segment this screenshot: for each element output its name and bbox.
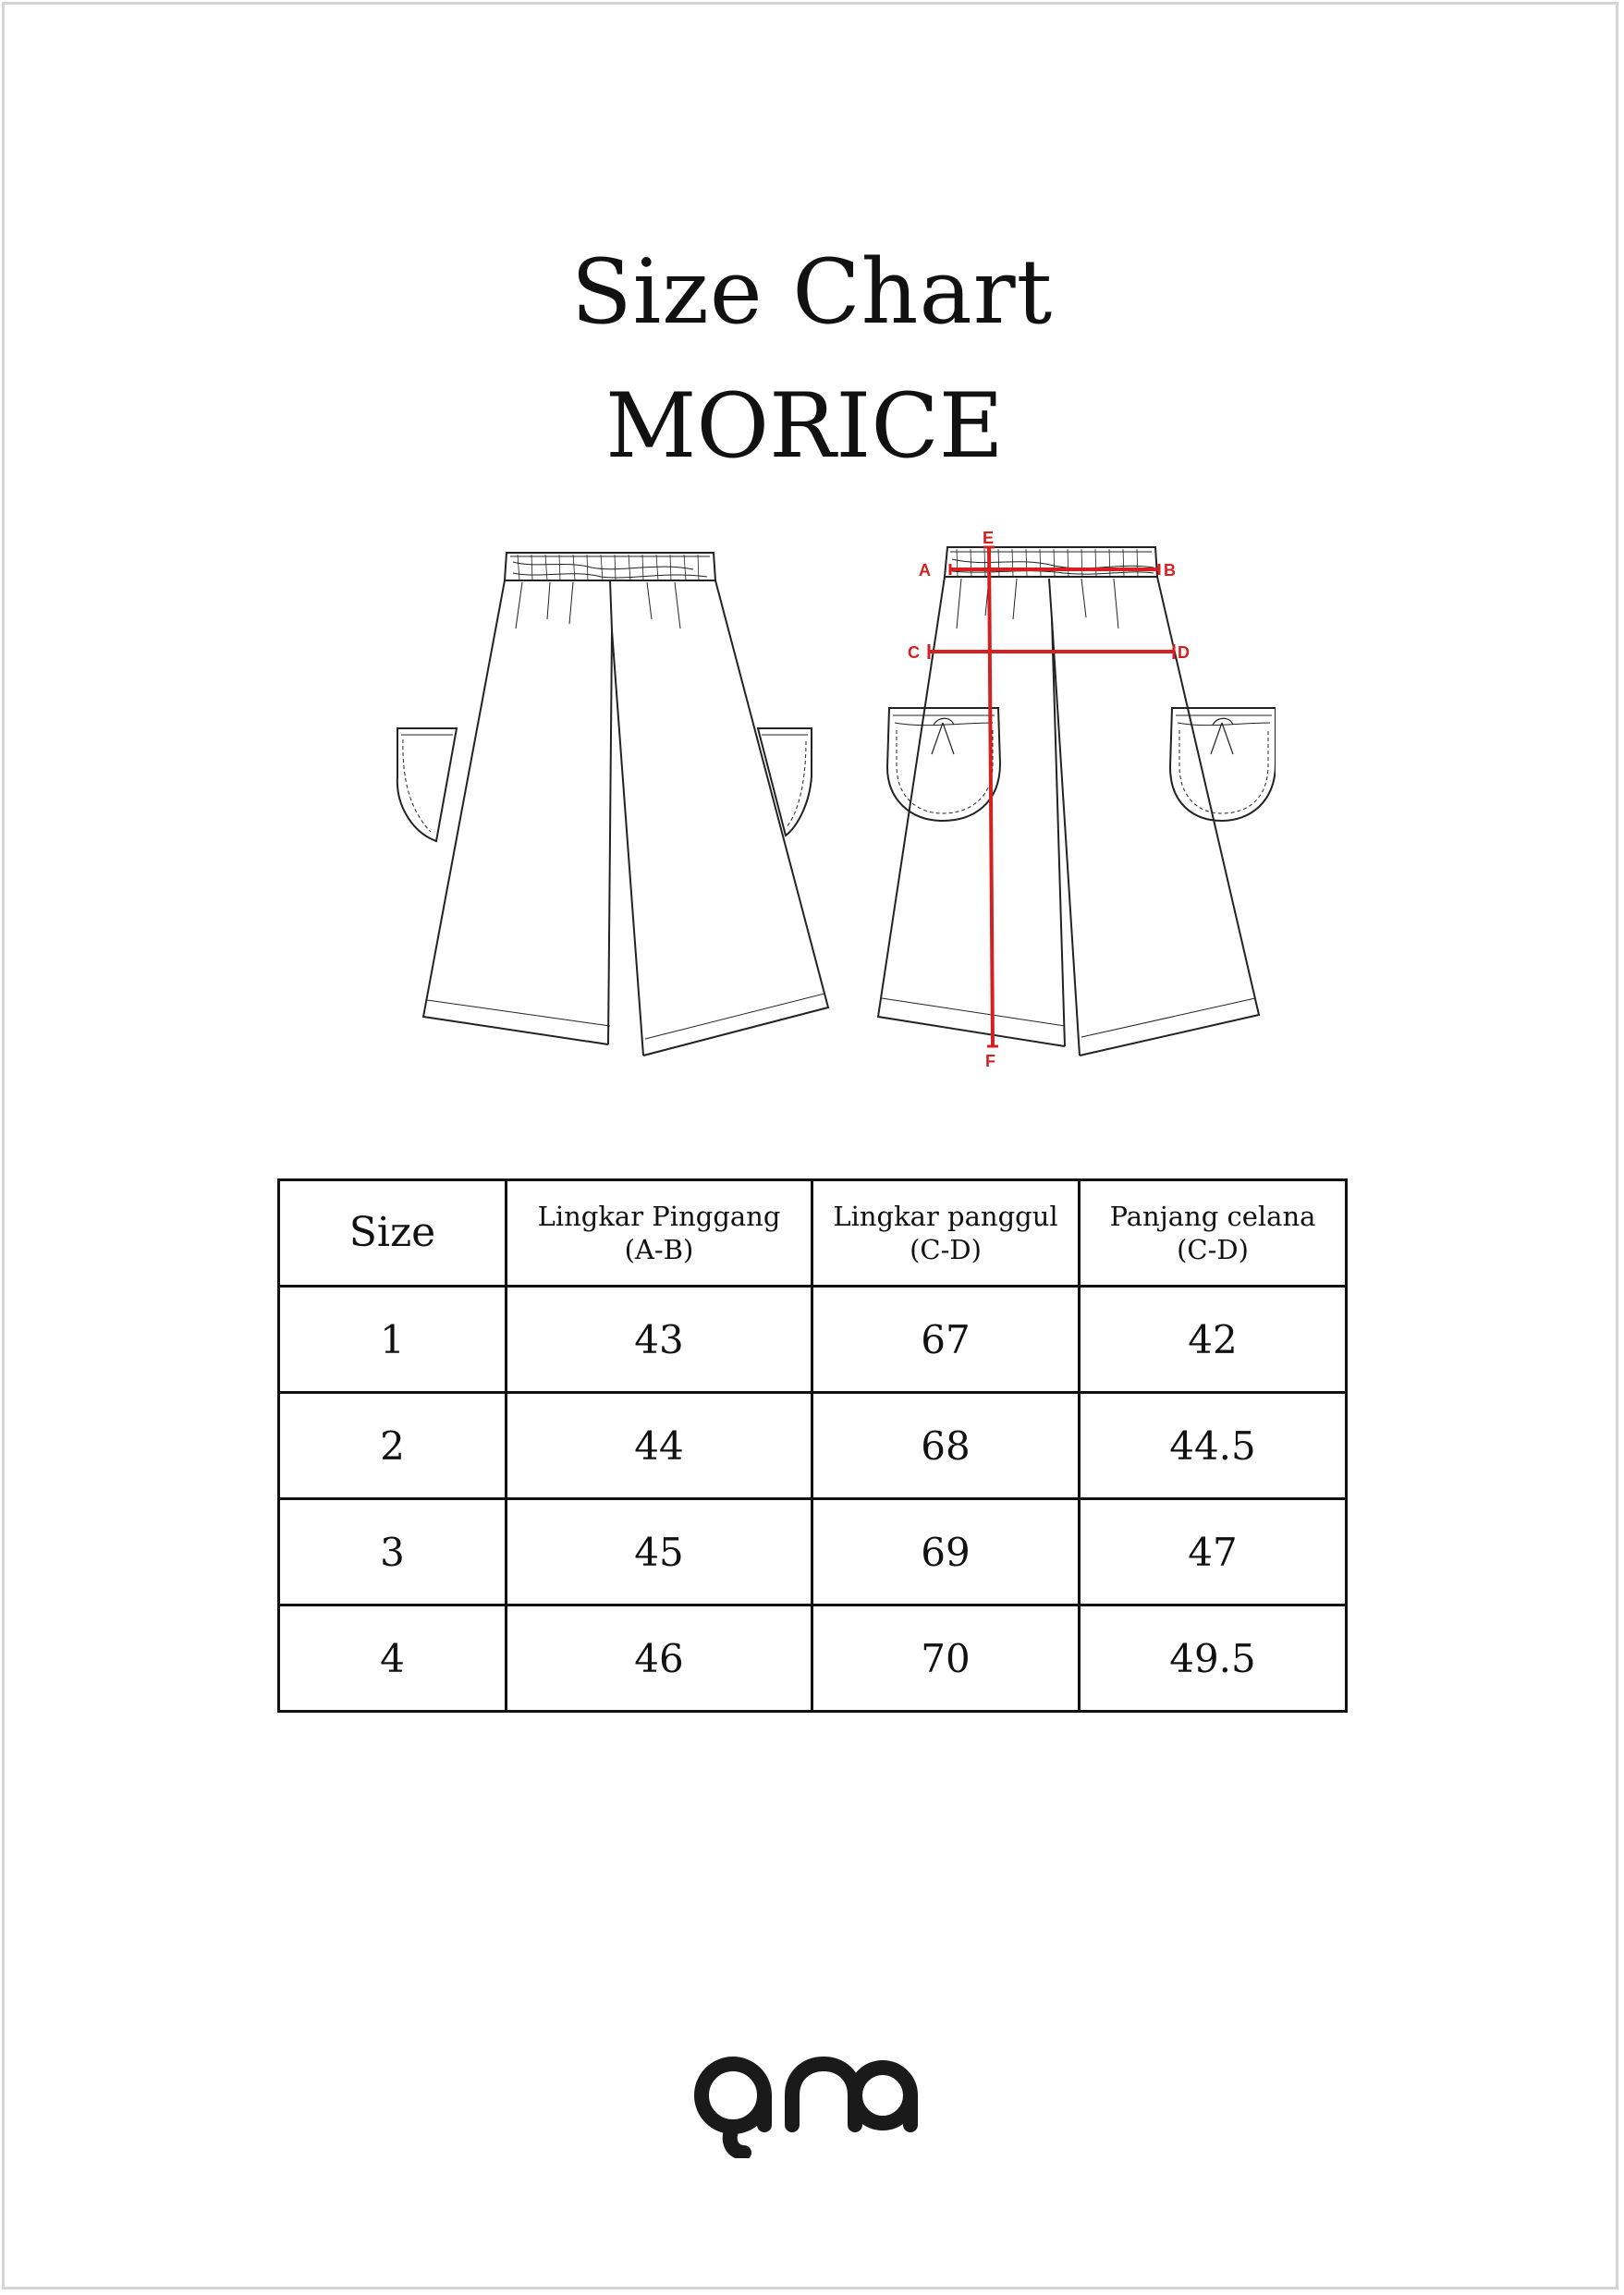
header-size-label: Size bbox=[348, 1209, 436, 1256]
header-hip-label: Lingkar panggul bbox=[833, 1201, 1058, 1232]
cell-length: 42 bbox=[1080, 1287, 1347, 1393]
cell-hip: 68 bbox=[812, 1393, 1080, 1499]
label-f: F bbox=[985, 1052, 995, 1070]
label-b: B bbox=[1164, 561, 1176, 580]
table-row bbox=[279, 1393, 1347, 1499]
header-hip bbox=[812, 1180, 1080, 1287]
cell-waist: 43 bbox=[507, 1287, 812, 1393]
header-waist-label: Lingkar Pinggang bbox=[537, 1201, 781, 1232]
header-waist bbox=[507, 1180, 812, 1287]
cell-length: 47 bbox=[1080, 1499, 1347, 1605]
label-c: C bbox=[908, 643, 920, 662]
cell-waist: 44 bbox=[507, 1393, 812, 1499]
cell-size: 3 bbox=[279, 1499, 507, 1605]
header-length-label: Panjang celana bbox=[1109, 1201, 1316, 1232]
table-header-row bbox=[279, 1180, 1347, 1287]
table-row bbox=[279, 1605, 1347, 1712]
label-a: A bbox=[919, 561, 931, 580]
header-length-code: (C-D) bbox=[1177, 1234, 1249, 1265]
page-title: Size Chart bbox=[570, 240, 1054, 344]
pants-back-view bbox=[397, 553, 828, 1056]
cell-waist: 45 bbox=[507, 1499, 812, 1605]
cell-waist: 46 bbox=[507, 1605, 812, 1712]
table-row bbox=[279, 1287, 1347, 1393]
length-measure-line bbox=[989, 547, 993, 1046]
header-length bbox=[1080, 1180, 1347, 1287]
cell-length: 49.5 bbox=[1080, 1605, 1347, 1712]
cell-size: 2 bbox=[279, 1393, 507, 1499]
pants-technical-drawing bbox=[351, 527, 1276, 1081]
cell-hip: 69 bbox=[812, 1499, 1080, 1605]
measurement-labels bbox=[908, 529, 1190, 1070]
cell-size: 1 bbox=[279, 1287, 507, 1393]
cell-length: 44.5 bbox=[1080, 1393, 1347, 1499]
size-chart-table bbox=[277, 1178, 1348, 1713]
product-name: MORICE bbox=[605, 374, 1004, 478]
page-border bbox=[2, 2, 1618, 2289]
header-size bbox=[279, 1180, 507, 1287]
label-e: E bbox=[983, 529, 995, 547]
cell-hip: 70 bbox=[812, 1605, 1080, 1712]
brand-logo bbox=[689, 2029, 920, 2158]
table-row bbox=[279, 1499, 1347, 1605]
header-waist-code: (A-B) bbox=[624, 1234, 694, 1265]
label-d: D bbox=[1178, 643, 1190, 662]
cell-size: 4 bbox=[279, 1605, 507, 1712]
cell-hip: 67 bbox=[812, 1287, 1080, 1393]
header-hip-code: (C-D) bbox=[910, 1234, 982, 1265]
pants-front-view bbox=[878, 547, 1276, 1056]
